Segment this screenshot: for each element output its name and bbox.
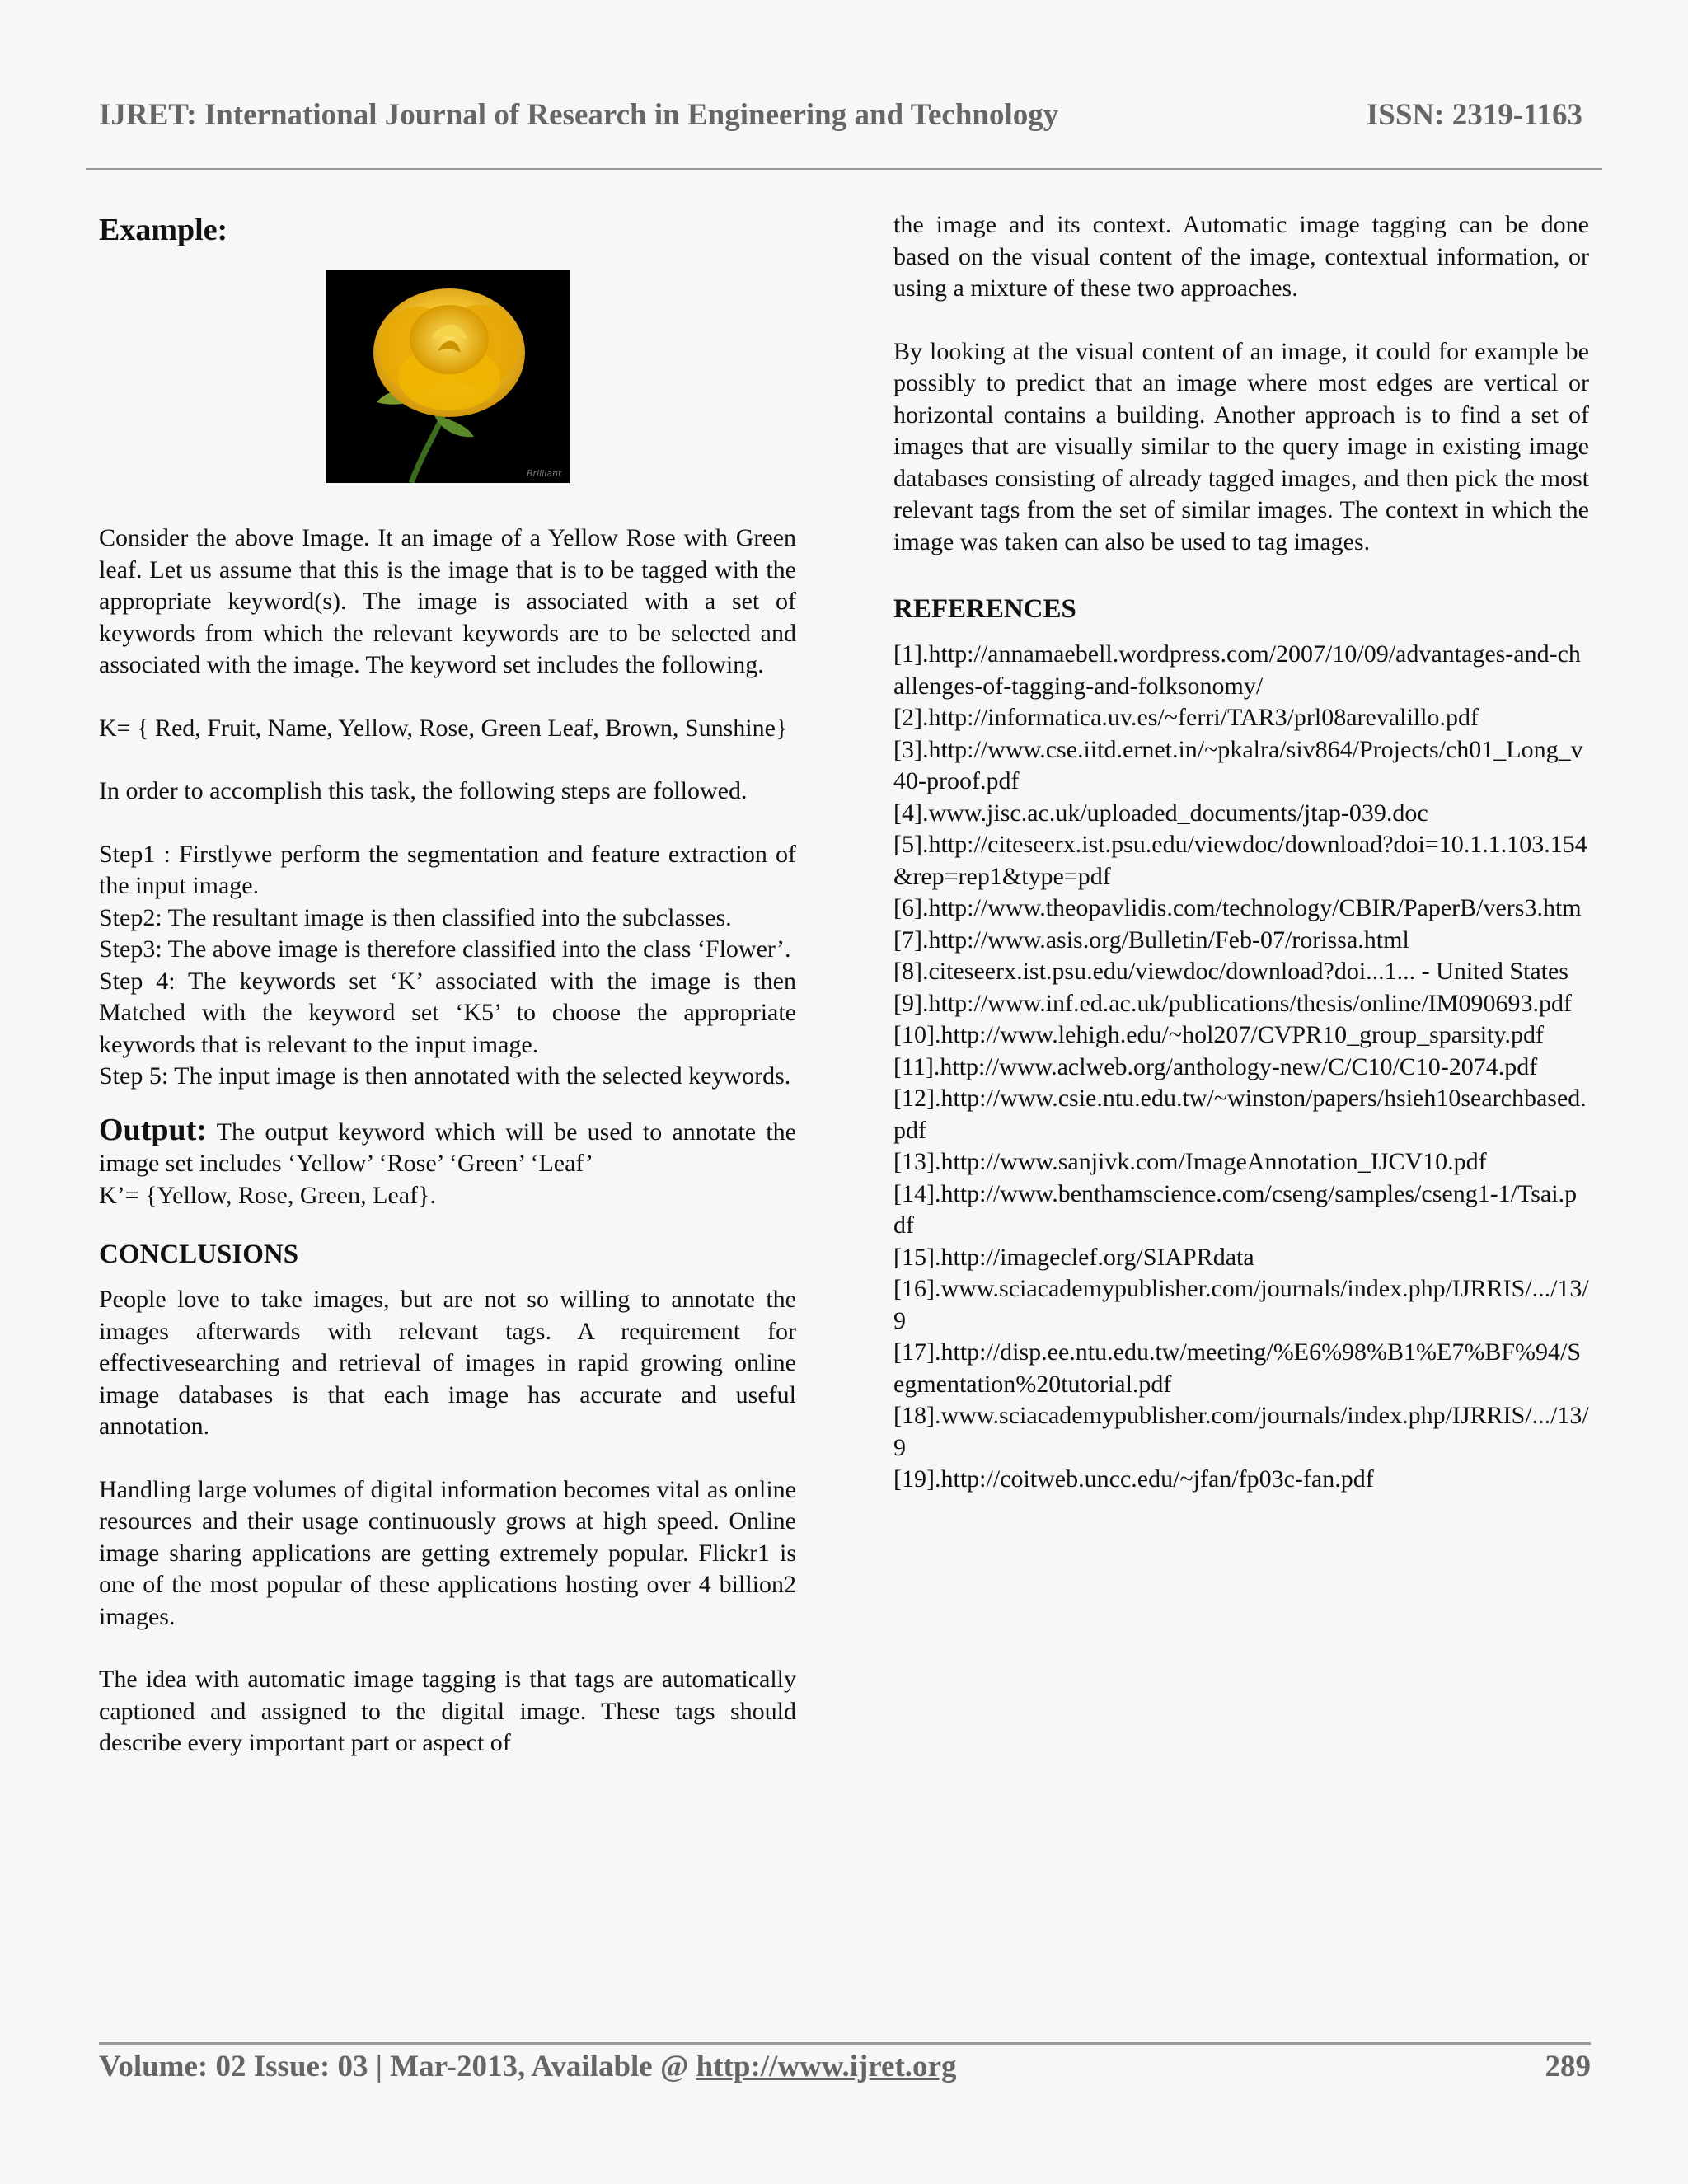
output-label: Output: bbox=[99, 1112, 207, 1147]
paragraph: In order to accomplish this task, the following steps are followed. bbox=[99, 777, 748, 804]
output-set: K’= {Yellow, Rose, Green, Leaf}. bbox=[99, 1181, 436, 1209]
reference-item: [14].http://www.benthamscience.com/cseng/samples/cseng1-1/Tsai.pdf bbox=[893, 1179, 1578, 1239]
page-header bbox=[99, 97, 1582, 133]
example-heading: Example: bbox=[99, 213, 228, 247]
keyword-set: K= { Red, Fruit, Name, Yellow, Rose, Green Leaf, Brown, Sunshine} bbox=[99, 714, 788, 742]
reference-item: [2].http://informatica.uv.es/~ferri/TAR3/prl08arevalillo.pdf bbox=[893, 704, 1479, 731]
references-heading: REFERENCES bbox=[893, 594, 1076, 624]
reference-item: [9].http://www.inf.ed.ac.uk/publications/thesis/online/IM090693.pdf bbox=[893, 989, 1572, 1017]
reference-item: [13].http://www.sanjivk.com/ImageAnnotation_IJCV10.pdf bbox=[893, 1148, 1487, 1175]
paragraph: Handling large volumes of digital information becomes vital as online resources and their usage continuously grows at high speed. Online image sharing applications are getting extremely popular. Flickr1 is one of the most popular of these applications hosting over 4 billion2 images. bbox=[99, 1475, 796, 1630]
paragraph: the image and its context. Automatic image tagging can be done based on the visual content of the image, contextual information, or using a mixture of these two approaches. bbox=[893, 211, 1589, 302]
svg-text:Brilliant: Brilliant bbox=[527, 468, 562, 479]
step-item: Step 4: The keywords set ‘K’ associated with the image is then Matched with the keyword set ‘K5’ to choose the appropriate keywords that is relevant to the input image. bbox=[99, 967, 796, 1058]
rose-image bbox=[326, 270, 570, 483]
step-item: Step1 : Firstlywe perform the segmentation and feature extraction of the input image. bbox=[99, 840, 796, 899]
page-footer bbox=[99, 2049, 1591, 2084]
step-item: Step2: The resultant image is then classified into the subclasses. bbox=[99, 903, 732, 931]
output-paragraph bbox=[99, 1114, 796, 1180]
conclusions-heading: CONCLUSIONS bbox=[99, 1240, 299, 1269]
reference-item: [8].citeseerx.ist.psu.edu/viewdoc/download?doi...1... - United States bbox=[893, 958, 1568, 985]
right-column bbox=[893, 209, 1589, 1496]
reference-item: [5].http://citeseerx.ist.psu.edu/viewdoc/download?doi=10.1.1.103.154&rep=rep1&type=pdf bbox=[893, 831, 1587, 890]
reference-item: [17].http://disp.ee.ntu.edu.tw/meeting/%E6%98%B1%E7%BF%94/Segmentation%20tutorial.pdf bbox=[893, 1338, 1582, 1398]
reference-item: [6].http://www.theopavlidis.com/technology/CBIR/PaperB/vers3.htm bbox=[893, 894, 1582, 921]
reference-item: [18].www.sciacademypublisher.com/journals/index.php/IJRRIS/.../13/9 bbox=[893, 1402, 1589, 1461]
volume-info: Volume: 02 Issue: 03 | Mar-2013, Available @ bbox=[99, 2050, 696, 2083]
output-text: The output keyword which will be used to annotate the image set includes ‘Yellow’ ‘Rose’ ‘Green’ ‘Leaf’ bbox=[99, 1118, 796, 1177]
reference-item: [16].www.sciacademypublisher.com/journals/index.php/IJRRIS/.../13/9 bbox=[893, 1275, 1589, 1334]
paragraph: People love to take images, but are not so willing to annotate the images afterwards with relevant tags. A requirement for effectivesearching and retrieval of images in rapid growing online image databases is that each image has accurate and useful annotation. bbox=[99, 1286, 796, 1440]
header-divider bbox=[86, 168, 1602, 170]
reference-item: [15].http://imageclef.org/SIAPRdata bbox=[893, 1243, 1254, 1271]
reference-item: [12].http://www.csie.ntu.edu.tw/~winston/papers/hsieh10searchbased.pdf bbox=[893, 1085, 1587, 1144]
paragraph: The idea with automatic image tagging is that tags are automatically captioned and assigned to the digital image. These tags should describe every important part or aspect of bbox=[99, 1666, 796, 1756]
paragraph: Consider the above Image. It an image of a Yellow Rose with Green leaf. Let us assume that this is the image that is to be tagged with the appropriate keyword(s). The image is associated with a set of keywords from which the relevant keywords are to be selected and associated with the image. The keyword set includes the following. bbox=[99, 524, 796, 678]
step-item: Step 5: The input image is then annotated with the selected keywords. bbox=[99, 1062, 791, 1090]
reference-item: [3].http://www.cse.iitd.ernet.in/~pkalra/siv864/Projects/ch01_Long_v40-proof.pdf bbox=[893, 735, 1583, 794]
journal-title: IJRET: International Journal of Research in Engineering and Technology bbox=[99, 98, 1059, 132]
reference-item: [19].http://coitweb.uncc.edu/~jfan/fp03c-fan.pdf bbox=[893, 1465, 1374, 1493]
page-number: 289 bbox=[1545, 2050, 1591, 2083]
footer-divider bbox=[99, 2042, 1591, 2045]
reference-item: [4].www.jisc.ac.uk/uploaded_documents/jtap-039.doc bbox=[893, 799, 1428, 827]
reference-item: [1].http://annamaebell.wordpress.com/2007/10/09/advantages-and-challenges-of-tagging-and-folksonomy/ bbox=[893, 640, 1581, 700]
reference-list bbox=[893, 639, 1589, 1496]
step-item: Step3: The above image is therefore classified into the class ‘Flower’. bbox=[99, 935, 791, 963]
left-column bbox=[99, 209, 796, 1760]
paragraph: By looking at the visual content of an image, it could for example be possibly to predict that an image where most edges are vertical or horizontal contains a building. Another approach is to find a set of images that are visually similar to the query image in existing image databases consisting of already tagged images, and then pick the most relevant tags from the set of similar images. The context in which the image was taken can also be used to tag images. bbox=[893, 337, 1589, 555]
issn-label: ISSN: 2319-1163 bbox=[1366, 98, 1582, 132]
figure bbox=[99, 270, 796, 483]
journal-link[interactable]: http://www.ijret.org bbox=[696, 2050, 957, 2083]
reference-item: [11].http://www.aclweb.org/anthology-new/C/C10/C10-2074.pdf bbox=[893, 1052, 1538, 1080]
reference-item: [7].http://www.asis.org/Bulletin/Feb-07/rorissa.html bbox=[893, 926, 1409, 954]
reference-item: [10].http://www.lehigh.edu/~hol207/CVPR10_group_sparsity.pdf bbox=[893, 1021, 1544, 1048]
